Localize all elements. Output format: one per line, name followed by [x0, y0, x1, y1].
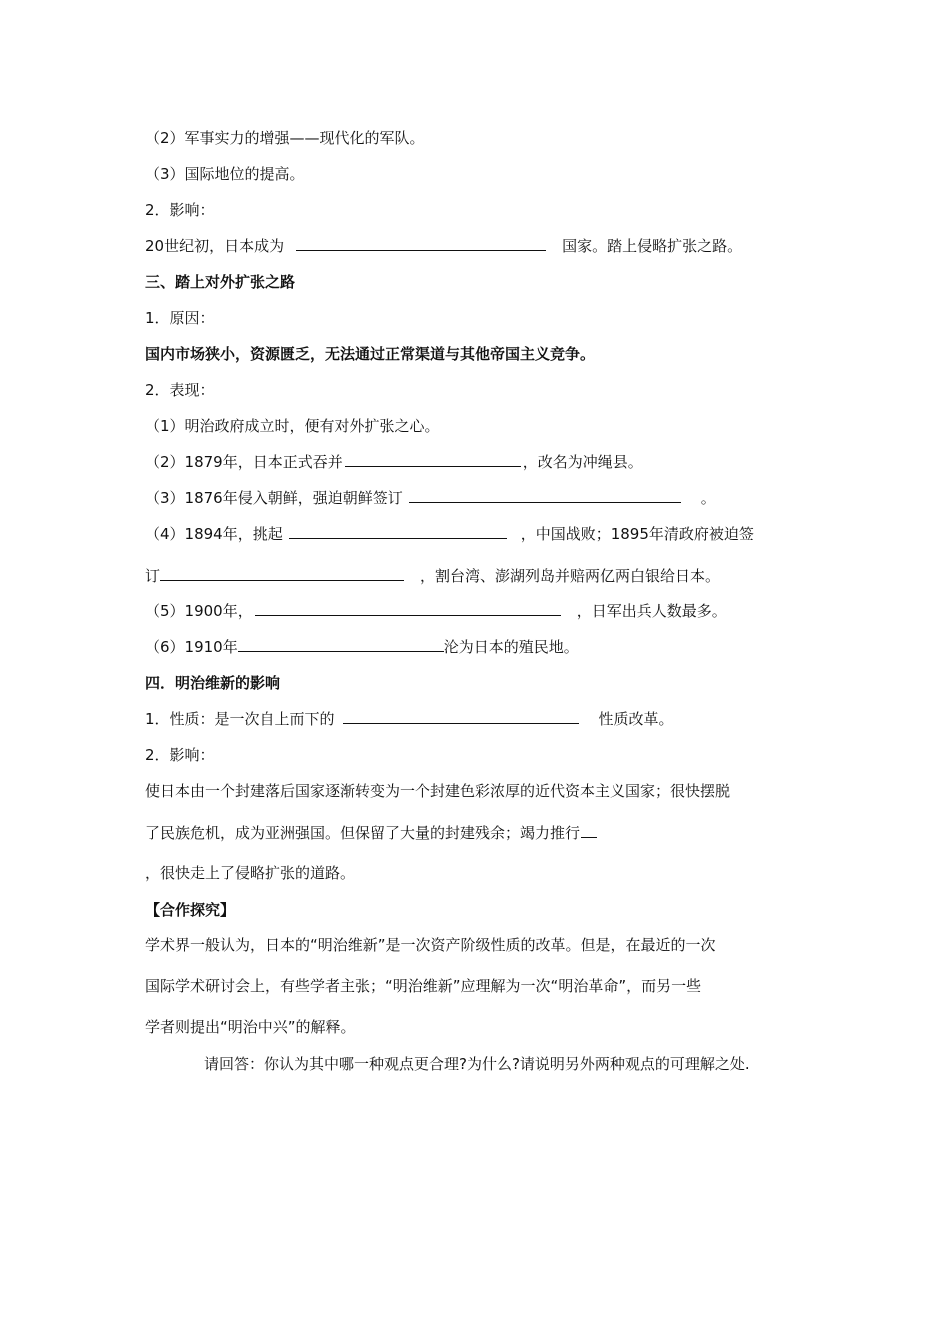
line-text: 1．原因： [145, 309, 215, 327]
section-heading [145, 272, 295, 292]
line-text: （5）1900年， [145, 602, 253, 620]
line-text: 2．表现： [145, 381, 215, 399]
line-text: （3）国际地位的提高。 [145, 165, 305, 183]
fill-in-line [145, 566, 720, 586]
answer-blank[interactable] [345, 452, 521, 467]
line-text: （1）明治政府成立时，便有对外扩张之心。 [145, 417, 440, 435]
line-text: ，日军出兵人数最多。 [576, 602, 727, 620]
text-line [145, 781, 730, 801]
line-text: 学者则提出“明治中兴”的解释。 [145, 1018, 356, 1036]
line-text: 沦为日本的殖民地。 [443, 638, 579, 656]
section-heading [145, 900, 235, 920]
line-text: 了民族危机，成为亚洲强国。但保留了大量的封建残余；竭力推行 [145, 824, 581, 842]
line-text: 请回答：你认为其中哪一种观点更合理?为什么?请说明另外两种观点的可理解之处. [204, 1055, 750, 1073]
fill-in-line [145, 601, 727, 621]
line-text: 国内市场狭小，资源匮乏，无法通过正常渠道与其他帝国主义竞争。 [145, 345, 596, 363]
text-line [145, 128, 425, 148]
fill-in-line [145, 709, 674, 729]
text-line [145, 344, 595, 364]
text-line [145, 416, 440, 436]
fill-in-line [145, 524, 754, 544]
heading-text: 【合作探究】 [145, 901, 236, 919]
line-text: 国际学术研讨会上，有些学者主张；“明治维新”应理解为一次“明治革命”，而另一些 [145, 977, 702, 995]
line-text: 1．性质：是一次自上而下的 [145, 710, 335, 728]
line-text: 学术界一般认为，日本的“明治维新”是一次资产阶级性质的改革。但是，在最近的一次 [145, 936, 716, 954]
fill-in-line [145, 823, 597, 843]
text-line [145, 200, 215, 220]
line-text: 。 [700, 489, 716, 507]
fill-in-line [145, 452, 643, 472]
text-line [145, 308, 215, 328]
answer-blank[interactable] [160, 566, 404, 581]
fill-in-line [145, 488, 716, 508]
line-text: ，改名为冲绳县。 [522, 453, 643, 471]
text-line [145, 164, 305, 184]
line-text: （6）1910年 [145, 638, 238, 656]
text-line [145, 976, 701, 996]
answer-blank[interactable] [238, 637, 444, 652]
answer-blank[interactable] [289, 524, 507, 539]
line-text: 国家。踏上侵略扩张之路。 [562, 237, 743, 255]
text-line [145, 935, 716, 955]
answer-blank[interactable] [409, 488, 681, 503]
answer-blank[interactable] [255, 601, 561, 616]
line-text: ，很快走上了侵略扩张的道路。 [145, 864, 356, 882]
line-text: （3）1876年侵入朝鲜，强迫朝鲜签订 [145, 489, 403, 507]
section-heading [145, 673, 280, 693]
line-text: （2）1879年，日本正式吞并 [145, 453, 343, 471]
answer-blank[interactable] [581, 823, 597, 838]
question-line [204, 1054, 750, 1074]
line-text: 2．影响： [145, 746, 215, 764]
text-line [145, 1017, 356, 1037]
fill-in-line [145, 637, 579, 657]
line-text: 2．影响： [145, 201, 215, 219]
answer-blank[interactable] [343, 709, 579, 724]
line-text: ，中国战败；1895年清政府被迫签 [520, 525, 754, 543]
heading-text: 三、踏上对外扩张之路 [145, 273, 296, 291]
text-line [145, 863, 355, 883]
line-text: 性质改革。 [598, 710, 674, 728]
line-text: 使日本由一个封建落后国家逐渐转变为一个封建色彩浓厚的近代资本主义国家；很快摆脱 [145, 782, 731, 800]
line-text: （4）1894年，挑起 [145, 525, 283, 543]
text-line [145, 745, 215, 765]
line-text: 20世纪初，日本成为 [145, 237, 285, 255]
line-text: （2）军事实力的增强——现代化的军队。 [145, 129, 425, 147]
heading-text: 四．明治维新的影响 [145, 674, 281, 692]
line-text: 订 [145, 567, 161, 585]
line-text: ，割台湾、澎湖列岛并赔两亿两白银给日本。 [420, 567, 721, 585]
fill-in-line [145, 236, 742, 256]
answer-blank[interactable] [296, 236, 546, 251]
text-line [145, 380, 215, 400]
